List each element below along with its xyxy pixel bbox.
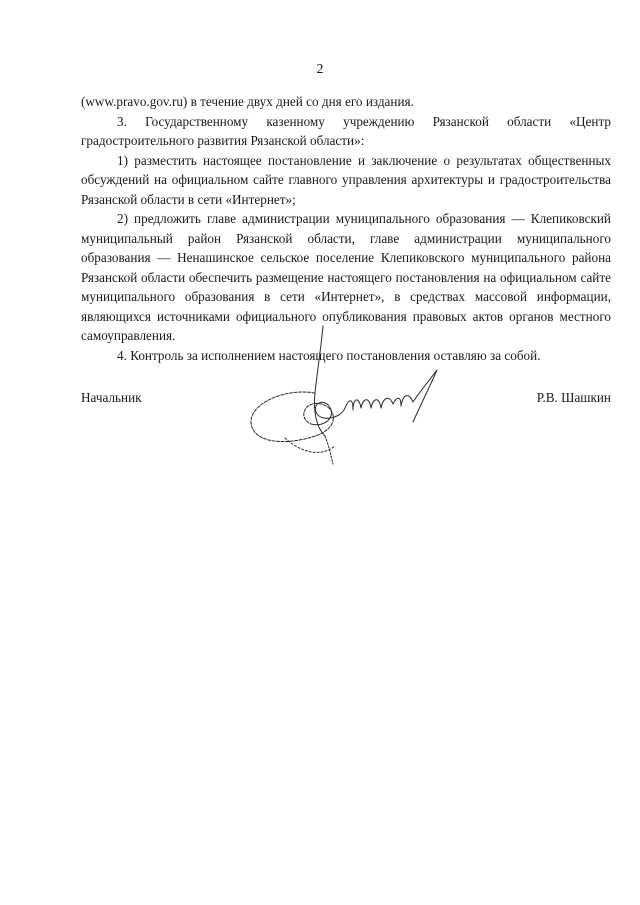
signatory-name: Р.В. Шашкин — [536, 390, 611, 405]
paragraph-item-3-2: 2) предложить главе администрации муниципального образования — Клепиковский муниципальный район Рязанской области, главе администрации муниципального образования — Ненашинское сельское поселение Клепиковского муниципального района Рязанской области обеспечить размещение настоящего постановления на официальном сайте муниципального образования в сети «Интернет», в средствах массовой информации, являющихся источниками официального опубликования правовых актов органов местного самоуправления. — [81, 211, 611, 343]
page-number: 2 — [316, 62, 324, 77]
paragraph-item-3: 3. Государственному казенному учреждению Рязанской области «Центр градостроительного развития Рязанской области»: — [81, 113, 611, 148]
paragraph-item-3-1: 1) разместить настоящее постановление и заключение о результатах общественных обсуждений на официальном сайте главного управления архитектуры и градостроительства Рязанской области в сети «Интернет»; — [81, 152, 611, 207]
paragraph-continuation: (www.pravo.gov.ru) в течение двух дней со дня его издания. — [81, 94, 414, 109]
paragraph-item-4: 4. Контроль за исполнением настоящего постановления оставляю за собой. — [117, 347, 541, 363]
signatory-title: Начальник — [81, 390, 142, 405]
signature-block — [81, 390, 611, 430]
